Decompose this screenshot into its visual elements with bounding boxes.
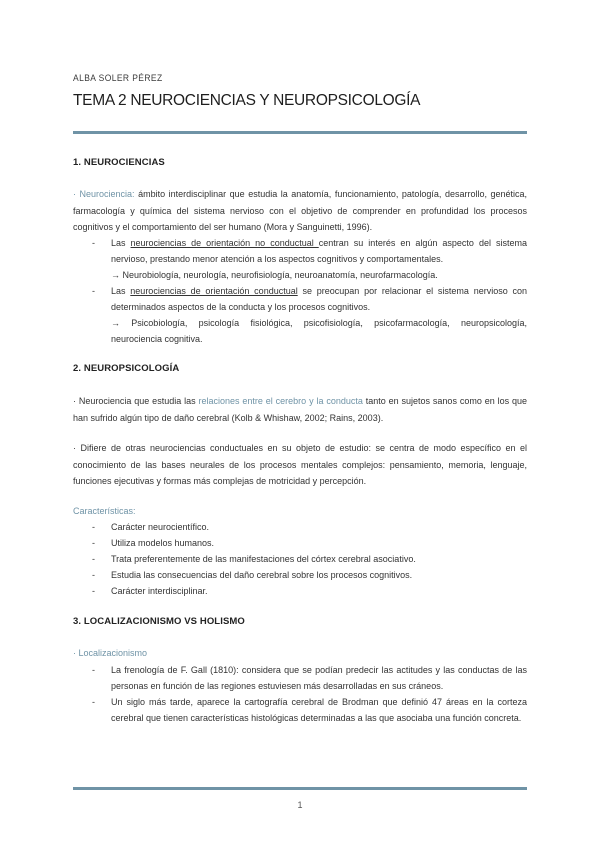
dash-bullet: - [92,522,95,532]
neurociencia-definition [73,186,527,236]
list-item [73,283,527,315]
section-heading-neuropsicologia: 2. NEUROPSICOLOGÍA [73,363,180,374]
neuropsicologia-definition [73,393,527,426]
list-item-text: La frenología de F. Gall (1810): considera que se podían predecir las actitudes y las conductas de las personas en función de las regiones estuviesen más desarrolladas en sus cráneos. [111,665,527,691]
document-title: TEMA 2 NEUROCIENCIAS Y NEUROPSICOLOGÍA [73,92,421,109]
list-item-text-pre: Las [111,286,131,296]
list-item-text: Estudia las consecuencias del daño cerebral sobre los procesos cognitivos. [111,570,413,580]
list-item-text: Trata preferentemente de las manifestaciones del córtex cerebral asociativo. [111,554,416,564]
list-item [73,583,527,599]
list-item-text-post: centran su interés en algún aspecto del sistema nervioso, prestando menor atención a los aspectos cognitivos y comportamentales. [111,238,527,264]
list-item [73,694,527,726]
list-item [73,567,527,583]
author-name: ALBA SOLER PÉREZ [73,72,163,84]
list-item-text: Carácter interdisciplinar. [111,586,208,596]
localizacionismo-label: · Localizacionismo [73,648,148,658]
neurociencias-list [73,235,527,347]
list-item-text: Utiliza modelos humanos. [111,538,215,548]
underlined-term: neurociencias de orientación conductual [130,286,298,296]
definition-text-post: tanto en sujetos sanos como en los que han sufrido algún tipo de daño cerebral (Kolb & Whishaw, 2002; Rains, 2003). [73,396,528,423]
neurociencia-text: ámbito interdisciplinar que estudia la anatomía, funcionamiento, patología, desarrollo, genética, farmacología y química del sistema nervioso con el objetivo de comprender en profundidad los procesos cognitivos y el comportamiento del ser humano (Mora y Sanguinetti, 1996). [73,189,528,232]
page-number: 1 [297,800,303,810]
list-item [73,662,527,694]
neurociencia-label: · Neurociencia: [73,189,135,199]
dash-bullet: - [92,554,95,564]
caracteristicas-label: Características: [73,506,136,516]
dash-bullet: - [92,586,95,596]
section-heading-neurociencias: 1. NEUROCIENCIAS [73,157,165,168]
top-divider [73,131,527,134]
list-item-text-post: se preocupan por relacionar el sistema nervioso con determinados aspectos de la conducta y los procesos cognitivos. [111,286,527,312]
neuropsicologia-difference: · Difiere de otras neurociencias conductuales en su objeto de estudio: se centra de modo específico en el conocimiento de las bases neurales de los procesos mentales complejos: pensamiento, memoria, lenguaje, funciones ejecutivas y formas más complejas de motricidad y percepción. [73,443,527,486]
list-item-text-pre: Las [111,238,131,248]
list-sub-item: → Neurobiología, neurología, neurofisiología, neuroanatomía, neurofarmacología. [111,270,438,280]
dash-bullet: - [92,238,95,248]
section-heading-localizacionismo: 3. LOCALIZACIONISMO VS HOLISMO [73,616,245,627]
localizacionismo-list [73,662,527,726]
list-sub-item: → Psicobiología, psicología fisiológica, psicofisiología, psicofarmacología, neuropsicología, neurociencia cognitiva. [111,318,527,344]
dash-bullet: - [92,286,95,296]
caracteristicas-list [73,519,527,599]
dash-bullet: - [92,697,95,707]
definition-text-pre: · Neurociencia que estudia las [73,396,199,406]
definition-highlight: relaciones entre el cerebro y la conducta [198,396,363,406]
dash-bullet: - [92,665,95,675]
list-item [73,551,527,567]
list-item [73,535,527,551]
dash-bullet: - [92,538,95,548]
list-item [73,235,527,267]
underlined-term: neurociencias de orientación no conductual [130,238,319,248]
list-item-text: Un siglo más tarde, aparece la cartografía cerebral de Brodman que definió 47 áreas en la corteza cerebral que tienen características histológicas determinadas a las que asociaba una función concreta. [111,697,527,723]
list-item-text: Carácter neurocientífico. [111,522,210,532]
list-item [73,519,527,535]
dash-bullet: - [92,570,95,580]
bottom-divider [73,787,527,790]
